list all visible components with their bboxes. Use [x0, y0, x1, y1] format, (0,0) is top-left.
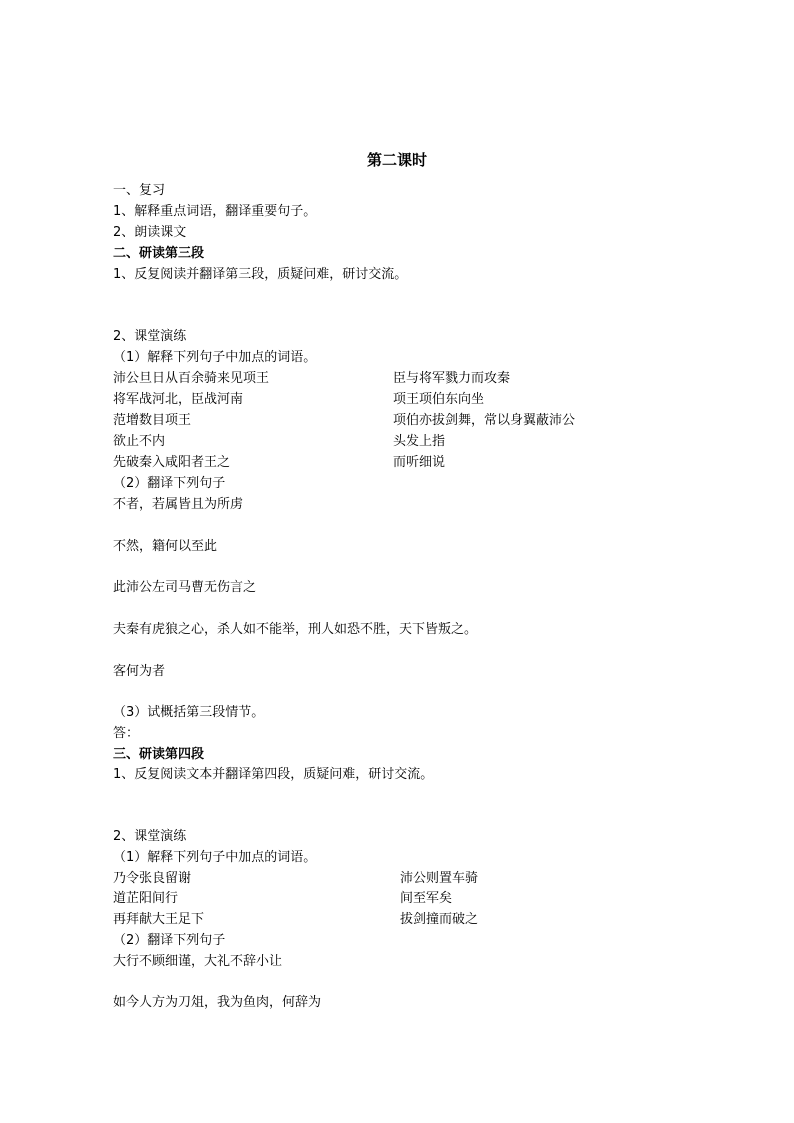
word-pair-row	[113, 455, 673, 471]
word-pair-row	[113, 434, 673, 450]
word-pair-left: 再拜献大王足下	[113, 912, 205, 927]
word-pair-right: 臣与将军戮力而攻秦	[393, 371, 511, 386]
answer-label: 答：	[113, 726, 140, 741]
word-pair-right: 拔剑撞而破之	[400, 912, 479, 927]
review-item-1: 1、解释重点词语，翻译重要句子。	[113, 204, 317, 219]
word-pair-left: 将军战河北，臣战河南	[113, 392, 244, 407]
section2-sub2: （2）翻译下列句子	[113, 476, 226, 491]
word-pair-row	[113, 371, 673, 387]
word-pair-right: 项王项伯东向坐	[393, 392, 485, 407]
section2-sub1: （1）解释下列句子中加点的词语。	[113, 350, 317, 365]
section2-item-1: 1、反复阅读并翻译第三段，质疑问难，研讨交流。	[113, 267, 408, 282]
word-pair-right: 沛公则置车骑	[400, 871, 479, 886]
word-pair-left: 先破秦入咸阳者王之	[113, 455, 231, 470]
section3-practice-heading: 2、课堂演练	[113, 829, 187, 844]
word-pair-right: 间至军矣	[400, 891, 453, 906]
section2-heading: 二、研读第三段	[113, 246, 205, 261]
section3-item-1: 1、反复阅读文本并翻译第四段，质疑问难，研讨交流。	[113, 767, 434, 782]
translate-sentence: 夫秦有虎狼之心，杀人如不能举，刑人如恐不胜，天下皆叛之。	[113, 622, 478, 637]
word-pair-row	[113, 413, 673, 429]
section3-sub1: （1）解释下列句子中加点的词语。	[113, 850, 317, 865]
section3-heading: 三、研读第四段	[113, 747, 205, 762]
word-pair-row	[113, 392, 673, 408]
word-pair-left: 乃令张良留谢	[113, 871, 192, 886]
word-pair-left: 范增数目项王	[113, 413, 192, 428]
word-pair-left: 道芷阳间行	[113, 891, 179, 906]
translate-sentence: 不然，籍何以至此	[113, 539, 218, 554]
section2-practice-heading: 2、课堂演练	[113, 329, 187, 344]
translate-sentence: 客何为者	[113, 664, 166, 679]
word-pair-left: 沛公旦日从百余骑来见项王	[113, 371, 270, 386]
translate-sentence: 如今人方为刀俎，我为鱼肉，何辞为	[113, 995, 322, 1010]
page-title: 第二课时	[366, 151, 427, 169]
translate-sentence: 此沛公左司马曹无伤言之	[113, 580, 257, 595]
section3-sub2: （2）翻译下列句子	[113, 933, 226, 948]
word-pair-row	[113, 891, 673, 907]
word-pair-row	[113, 912, 673, 928]
word-pair-right: 而听细说	[393, 455, 446, 470]
review-item-2: 2、朗读课文	[113, 225, 187, 240]
word-pair-row	[113, 871, 673, 887]
word-pair-left: 欲止不内	[113, 434, 166, 449]
translate-sentence: 大行不顾细谨，大礼不辞小让	[113, 954, 283, 969]
word-pair-right: 头发上指	[393, 434, 446, 449]
word-pair-right: 项伯亦拔剑舞，常以身翼蔽沛公	[393, 413, 576, 428]
section2-sub3: （3）试概括第三段情节。	[113, 705, 265, 720]
translate-sentence: 不者，若属皆且为所虏	[113, 497, 244, 512]
review-heading: 一、复习	[113, 183, 166, 198]
